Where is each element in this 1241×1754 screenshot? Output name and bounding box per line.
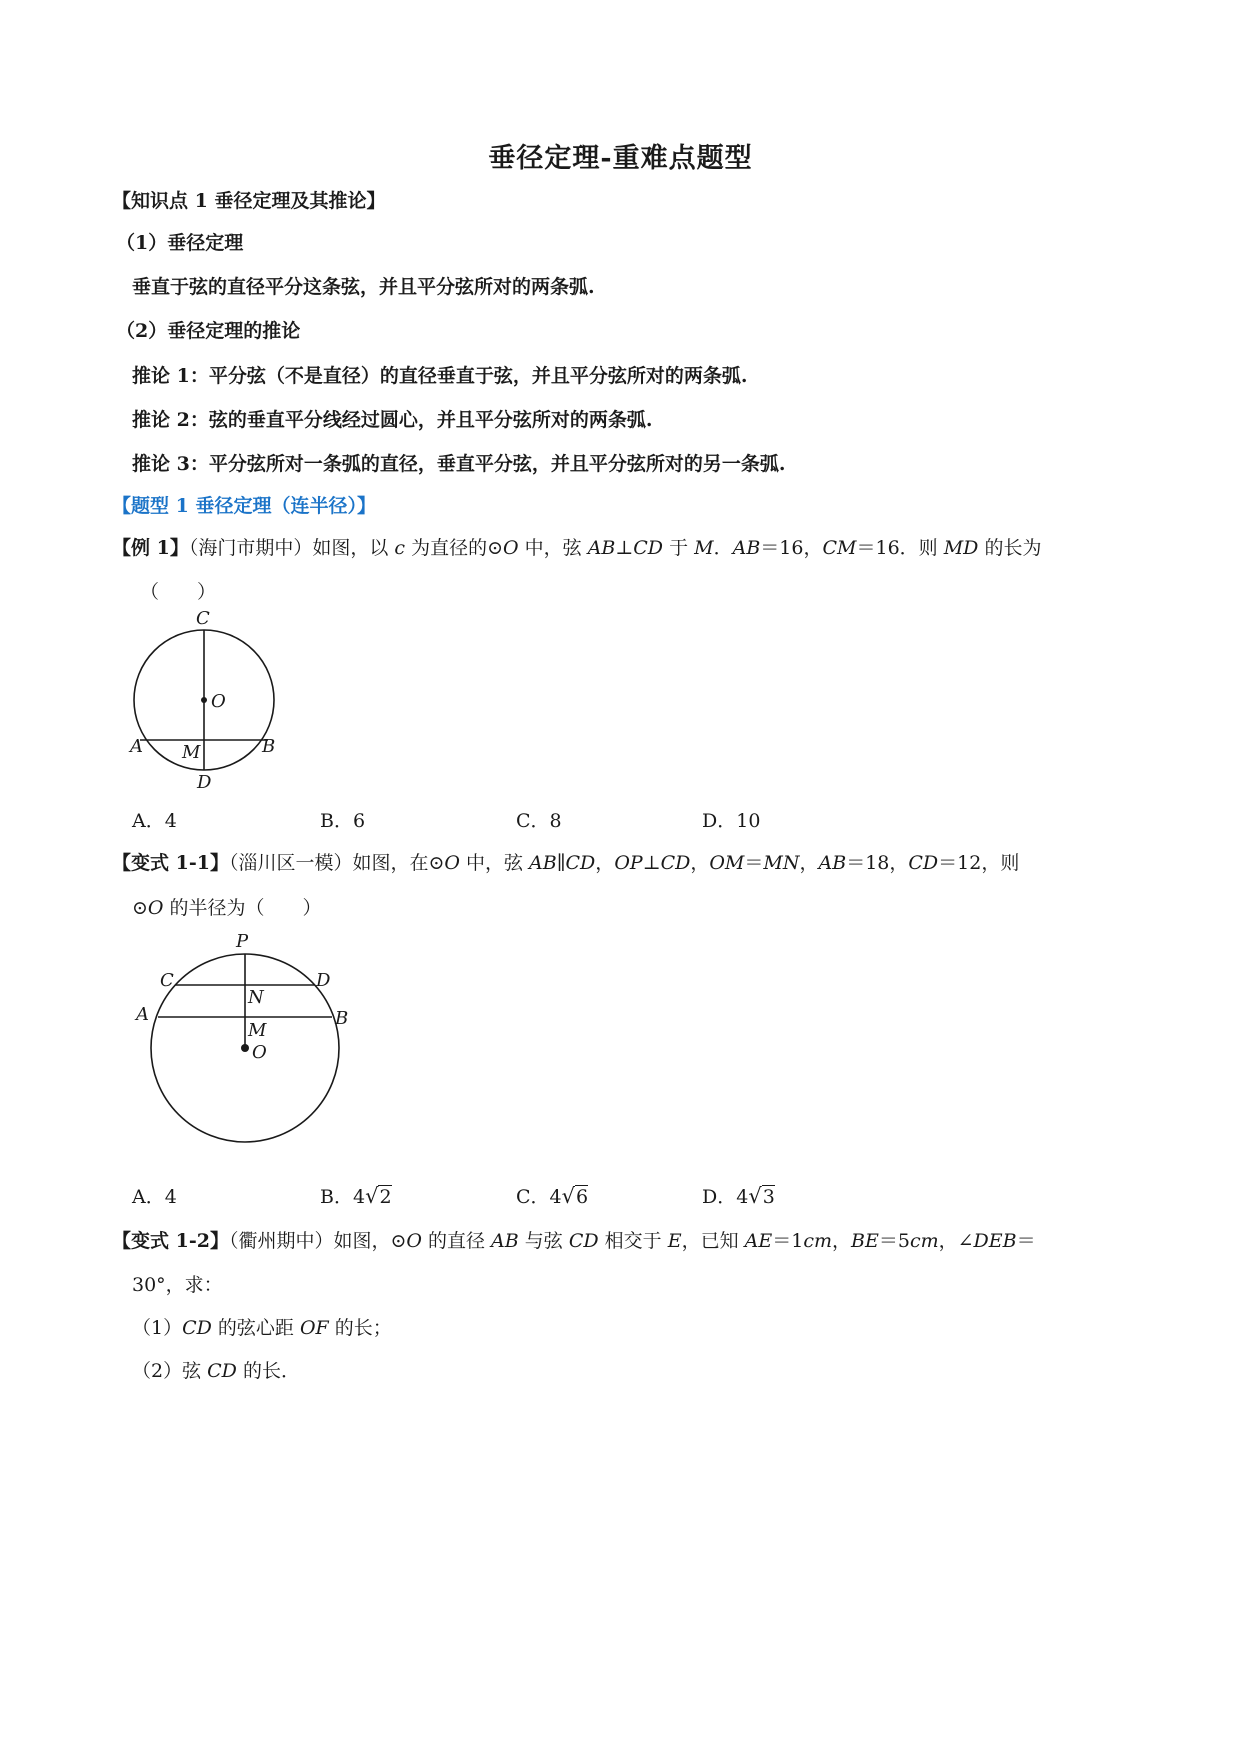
text-run: BE xyxy=(851,1230,879,1252)
text-run: ⊥ xyxy=(642,852,661,874)
text-run: ⊙ xyxy=(132,897,148,919)
text-run: cm xyxy=(909,1230,939,1252)
example-1-option-a: A．4 xyxy=(132,810,177,832)
theorem-statement: 垂直于弦的直径平分这条弦，并且平分弦所对的两条弧. xyxy=(132,276,595,298)
text-run: 为直径的⊙ xyxy=(405,537,504,559)
text-run: O xyxy=(147,897,164,919)
text-run: 于 xyxy=(663,537,695,559)
example-1-question xyxy=(112,533,1041,560)
text-run: ＝16．则 xyxy=(856,537,944,559)
text-run: AB xyxy=(732,537,761,559)
question-type-heading: 【题型 1 垂径定理（连半径）】 xyxy=(112,495,376,517)
variant-1-1-option-d: D．4√3 xyxy=(702,1184,775,1208)
text-run: ，已知 xyxy=(681,1230,745,1252)
text-run: ， xyxy=(799,852,819,874)
text-run: ＝16， xyxy=(760,537,823,559)
text-run: 【变式 1-1】 xyxy=(112,852,229,874)
text-run: CD xyxy=(633,537,664,559)
text-run: MN xyxy=(763,852,800,874)
text-run: CD xyxy=(207,1360,237,1382)
text-run: O xyxy=(406,1230,422,1252)
label-c: C xyxy=(196,608,210,629)
text-run: AB xyxy=(529,852,557,874)
text-run: MD xyxy=(943,537,979,559)
page-title: 垂径定理-重难点题型 xyxy=(488,143,753,174)
text-run: AB xyxy=(818,852,847,874)
text-run: （2）弦 xyxy=(132,1360,208,1382)
center-point-o xyxy=(241,1044,249,1052)
text-run: AB xyxy=(491,1230,519,1252)
label-o: O xyxy=(211,691,226,712)
example-1-figure xyxy=(120,606,290,792)
text-run: 与弦 xyxy=(518,1230,569,1252)
text-run: ． xyxy=(713,537,733,559)
variant-1-1-figure xyxy=(128,928,364,1148)
text-run: CD xyxy=(660,852,691,874)
label-c: C xyxy=(160,970,174,991)
text-run: O xyxy=(444,852,460,874)
variant-1-2-question xyxy=(112,1226,1036,1253)
corollary-subheading: （2）垂径定理的推论 xyxy=(116,320,301,342)
text-run: DEB xyxy=(973,1230,1017,1252)
text-run: 的长为 xyxy=(978,537,1042,559)
text-run: ＝12，则 xyxy=(938,852,1020,874)
text-run: O xyxy=(503,537,519,559)
text-run: 中，弦 xyxy=(459,852,530,874)
text-run: 相交于 xyxy=(598,1230,668,1252)
text-run: CD xyxy=(182,1317,212,1339)
text-run: ∥ xyxy=(556,852,566,874)
text-run: （海门市期中）如图，以 xyxy=(188,537,395,559)
variant-1-1-option-b: B．4√2 xyxy=(320,1184,392,1208)
text-run: ＝ xyxy=(744,852,764,874)
variant-1-1-question-line2 xyxy=(132,893,322,920)
text-run: CD xyxy=(908,852,939,874)
label-o: O xyxy=(252,1042,267,1063)
text-run: ⊥ xyxy=(615,537,634,559)
text-run: ，∠ xyxy=(938,1230,974,1252)
text-run: 中，弦 xyxy=(518,537,588,559)
variant-1-1-option-a: A．4 xyxy=(132,1186,177,1208)
text-run: 的长； xyxy=(328,1317,392,1339)
text-run: M xyxy=(694,537,714,559)
text-run: ＝1 xyxy=(772,1230,804,1252)
text-run: AE xyxy=(744,1230,773,1252)
label-d: D xyxy=(316,970,331,991)
variant-1-1-option-c: C．4√6 xyxy=(516,1184,589,1208)
text-run: （衢州期中）如图，⊙ xyxy=(228,1230,407,1252)
text-run: ， xyxy=(595,852,615,874)
variant-1-2-subquestion-2 xyxy=(132,1356,300,1383)
text-run: 【例 1】 xyxy=(112,537,189,559)
corollary-1: 推论 1：平分弦（不是直径）的直径垂直于弦，并且平分弦所对的两条弧. xyxy=(132,365,748,387)
text-run: CD xyxy=(568,1230,599,1252)
example-1-option-c: C．8 xyxy=(516,810,562,832)
text-run: 的弦心距 xyxy=(211,1317,300,1339)
label-d: D xyxy=(197,772,212,792)
text-run: ， xyxy=(831,1230,851,1252)
label-p: P xyxy=(236,931,249,952)
label-b: B xyxy=(262,736,276,757)
text-run: E xyxy=(667,1230,682,1252)
label-b: B xyxy=(335,1008,349,1029)
example-1-option-d: D．10 xyxy=(702,810,761,832)
variant-1-2-subquestion-1 xyxy=(132,1313,392,1340)
text-run: （淄川区一模）如图，在⊙ xyxy=(228,852,445,874)
text-run: c xyxy=(394,537,406,559)
example-1-option-b: B．6 xyxy=(320,810,366,832)
text-run: 的半径为（ ） xyxy=(163,897,322,919)
text-run: OP xyxy=(614,852,643,874)
text-run: 的直径 xyxy=(421,1230,492,1252)
text-run: CM xyxy=(822,537,857,559)
text-run: ， xyxy=(690,852,710,874)
text-run: AB xyxy=(587,537,616,559)
label-a: A xyxy=(136,1004,149,1025)
label-a: A xyxy=(130,736,143,757)
text-run: 30°，求： xyxy=(132,1274,223,1296)
label-m: M xyxy=(182,742,201,763)
text-run: ＝ xyxy=(1016,1230,1036,1252)
corollary-3: 推论 3：平分弦所对一条弧的直径，垂直平分弦，并且平分弦所对的另一条弧. xyxy=(132,453,786,475)
variant-1-1-question xyxy=(112,848,1019,875)
corollary-2: 推论 2：弦的垂直平分线经过圆心，并且平分弦所对的两条弧. xyxy=(132,409,653,431)
label-m: M xyxy=(248,1020,267,1041)
text-run: 【变式 1-2】 xyxy=(112,1230,229,1252)
text-run: OF xyxy=(299,1317,329,1339)
text-run: CD xyxy=(565,852,596,874)
variant-1-2-question-line2 xyxy=(132,1270,223,1297)
knowledge-point-heading: 【知识点 1 垂径定理及其推论】 xyxy=(112,190,386,212)
text-run: 的长． xyxy=(236,1360,300,1382)
theorem-subheading: （1）垂径定理 xyxy=(116,232,244,254)
example-1-answer-blank: （ ） xyxy=(140,581,217,603)
text-run: ＝18， xyxy=(846,852,909,874)
center-point-o xyxy=(201,697,207,703)
text-run: cm xyxy=(803,1230,832,1252)
text-run: OM xyxy=(709,852,745,874)
text-run: ＝5 xyxy=(878,1230,910,1252)
text-run: （1） xyxy=(132,1317,183,1339)
label-n: N xyxy=(248,987,264,1008)
